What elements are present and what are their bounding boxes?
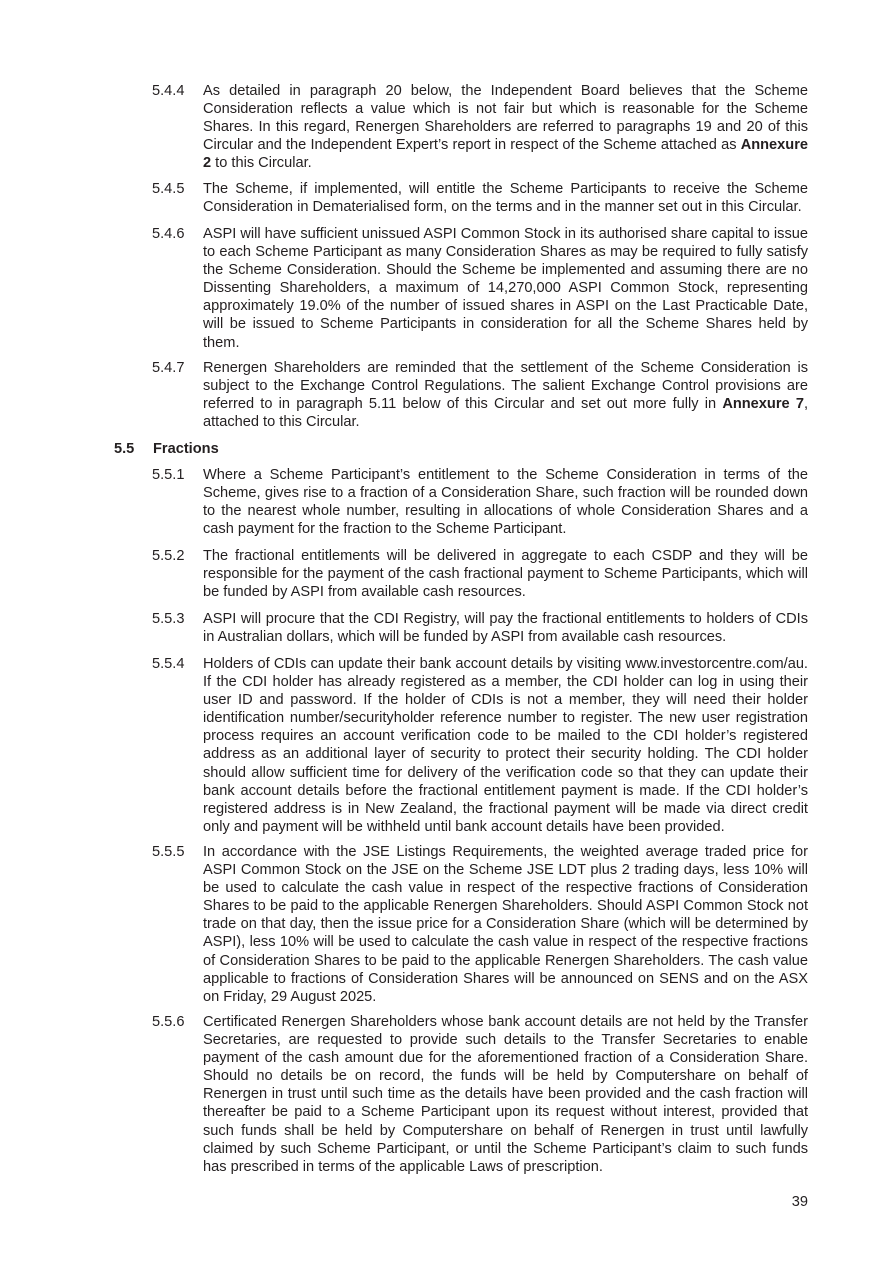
paragraph-number: 5.4.5 (152, 181, 185, 197)
paragraph-text: As detailed in paragraph 20 below, the Independent Board believes that the Scheme Consideration reflects a value which is not fair but which is reasonable for the Scheme Shares. In this regard, Renergen Shareholders are referred to paragraphs 19 and 20 of this Circular and the Independent Expert’s report in respect of the Scheme attached as Annexure 2 to this Circular. (203, 83, 808, 172)
paragraph-text: ASPI will have sufficient unissued ASPI Common Stock in its authorised share capital to issue to each Scheme Participant as many Consideration Shares as may be required to fully satisfy the Scheme Consideration. Should the Scheme be implemented and assuming there are no Dissenting Shareholders, a maximum of 14,270,000 ASPI Common Stock, representing approximately 19.0% of the number of issued shares in ASPI on the Last Practicable Date, will be issued to Scheme Participants in consideration for all the Scheme Shares held by them. (203, 226, 808, 351)
paragraph-number: 5.5.1 (152, 467, 185, 483)
paragraph-5-5-5 (152, 843, 808, 1006)
paragraph-5-5-4 (152, 655, 808, 836)
section-number: 5.5 (114, 441, 135, 457)
section-title: Fractions (153, 441, 219, 457)
annexure-reference: Annexure 7 (722, 396, 804, 413)
paragraph-number: 5.5.6 (152, 1014, 185, 1030)
paragraph-5-4-6 (152, 225, 808, 352)
paragraph-text: The fractional entitlements will be delivered in aggregate to each CSDP and they will be responsible for the payment of the cash fractional payment to Scheme Participants, which will be funded by ASPI from available cash resources. (203, 548, 808, 601)
paragraph-text: Holders of CDIs can update their bank account details by visiting www.investorcentre.com/au. If the CDI holder has already registered as a member, the CDI holder can log in using their user ID and password. If the holder of CDIs is not a member, they will need their holder identification number/securityholder reference number to register. The new user registration process requires an account verification code to be mailed to the CDI holder’s registered address as an additional layer of security to protect their security holding. The CDI holder should allow sufficient time for delivery of the verification code so that they can update their bank account details before the fractional entitlement payment is made. If the CDI holder’s registered address is in New Zealand, the fractional payment will be made via direct credit only and payment will be withheld until bank account details have been provided. (203, 656, 808, 835)
paragraph-text: Where a Scheme Participant’s entitlement to the Scheme Consideration in terms of the Scheme, gives rise to a fraction of a Consideration Share, such fraction will be rounded down to the nearest whole number, resulting in allocations of whole Consideration Shares and a cash payment for the fraction to the Scheme Participant. (203, 467, 808, 538)
paragraph-number: 5.5.5 (152, 844, 185, 860)
paragraph-5-5-2 (152, 547, 808, 601)
paragraph-5-5-1 (152, 466, 808, 538)
paragraph-number: 5.4.7 (152, 360, 185, 376)
annexure-reference: Annexure 2 (203, 137, 808, 172)
section-heading (114, 440, 219, 458)
paragraph-5-4-5 (152, 180, 808, 216)
paragraph-number: 5.5.3 (152, 611, 185, 627)
paragraph-number: 5.4.4 (152, 83, 185, 99)
paragraph-5-4-7 (152, 359, 808, 431)
paragraph-5-4-4 (152, 82, 808, 172)
paragraph-text: Certificated Renergen Shareholders whose bank account details are not held by the Transfer Secretaries, are requested to provide such details to the Transfer Secretaries to enable payment of the cash amount due for the aforementioned fraction of a Consideration Share. Should no details be on record, the funds will be held by Computershare on behalf of Renergen in trust until such time as the details have been provided and the cash fraction will thereafter be paid to a Scheme Participant upon its request without interest, provided that such funds shall be held by Computershare on behalf of Renergen in trust until lawfully claimed by such Scheme Participant, or until the Scheme Participant’s claim to such funds has prescribed in terms of the applicable Laws of prescription. (203, 1014, 808, 1175)
paragraph-number: 5.4.6 (152, 226, 185, 242)
paragraph-text: In accordance with the JSE Listings Requirements, the weighted average traded price for ASPI Common Stock on the JSE on the Scheme JSE LDT plus 2 trading days, less 10% will be used to calculate the cash value in respect of the respective fractions of Consideration Shares to be paid to the applicable Renergen Shareholders. Should ASPI Common Stock not trade on that day, then the issue price for a Consideration Share (which will be determined by ASPI), less 10% will be used to calculate the cash value in respect of the respective fractions of Consideration Shares to be paid to the applicable Renergen Shareholders. The cash value applicable to fractions of Consideration Shares will be announced on SENS and on the ASX on Friday, 29 August 2025. (203, 844, 808, 1005)
paragraph-text: Renergen Shareholders are reminded that the settlement of the Scheme Consideration is subject to the Exchange Control Regulations. The salient Exchange Control provisions are referred to in paragraph 5.11 below of this Circular and set out more fully in Annexure 7, attached to this Circular. (203, 360, 808, 431)
paragraph-number: 5.5.2 (152, 548, 185, 564)
paragraph-5-5-6 (152, 1013, 808, 1176)
paragraph-5-5-3 (152, 610, 808, 646)
page-number: 39 (791, 1194, 808, 1210)
paragraph-number: 5.5.4 (152, 656, 185, 672)
paragraph-text: ASPI will procure that the CDI Registry, will pay the fractional entitlements to holders of CDIs in Australian dollars, which will be funded by ASPI from available cash resources. (203, 611, 808, 646)
paragraph-text: The Scheme, if implemented, will entitle the Scheme Participants to receive the Scheme Consideration in Dematerialised form, on the terms and in the manner set out in this Circular. (203, 181, 808, 216)
